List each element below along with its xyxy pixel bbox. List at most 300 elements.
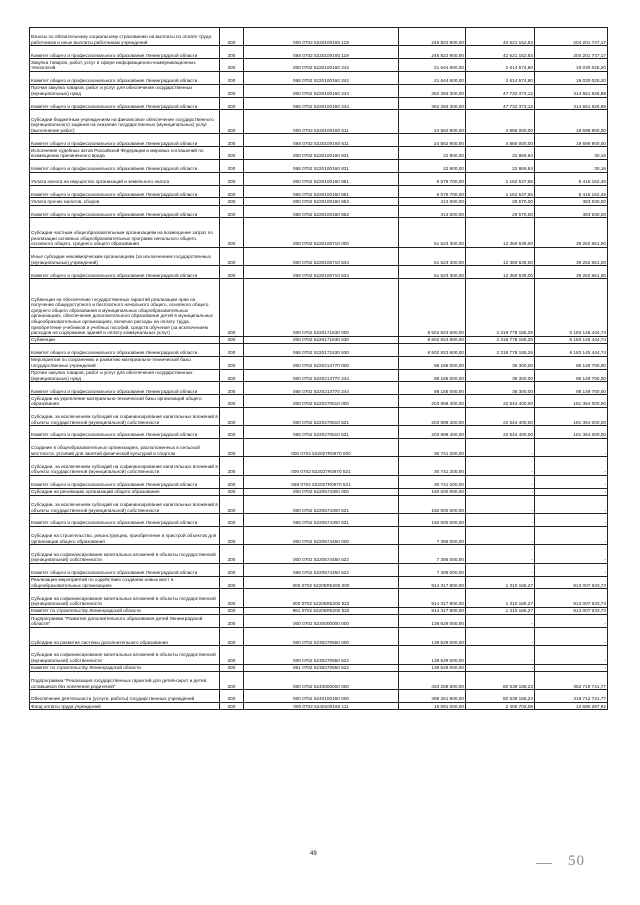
row-name: Уплата прочих налогов, сборов	[30, 198, 220, 205]
table-row	[30, 356, 608, 369]
row-unexecuted: 5 416 162,45	[535, 185, 608, 198]
row-unexecuted: 19 030 025,20	[535, 59, 608, 72]
row-executed: 1 310 166,27	[466, 589, 535, 607]
table-row	[30, 576, 608, 589]
row-approved: 98 186 000,00	[399, 369, 466, 382]
row-name: Подпрограмма "Развитие дополнительного образования детей Ленинградской области"	[30, 614, 220, 627]
row-line-code: 200	[220, 97, 244, 110]
row-name: Комитет общего и профессионального образования Ленинградской области	[30, 97, 220, 110]
row-executed: 42 621 152,83	[466, 46, 535, 59]
row-name: Мероприятия по сохранению и развитию материально-технической базы государственных учреждений	[30, 356, 220, 369]
row-budget-code: 000 0702 5220100160 611	[244, 110, 399, 134]
table-row	[30, 426, 608, 439]
row-line-code: 200	[220, 172, 244, 185]
row-budget-code: 068 0702 5220106710 634	[244, 266, 399, 279]
row-line-code: 200	[220, 71, 244, 84]
row-approved: 21 644 600,00	[399, 71, 466, 84]
row-executed: 22 869,84	[466, 147, 535, 160]
row-executed: 36 300,00	[466, 382, 535, 395]
row-approved: 413 500,00	[399, 205, 466, 218]
row-name: Комитет общего и профессионального образования Ленинградской области	[30, 159, 220, 172]
row-approved: 7 395 000,00	[399, 527, 466, 545]
budget-table	[29, 27, 608, 710]
row-name: Комитет общего и профессионального образования Ленинградской области	[30, 71, 220, 84]
row-name: Субсидии на строительство, реконструкцию, приобретение и пристрой объектов для организации общего образования	[30, 527, 220, 545]
row-unexecuted: -	[535, 646, 608, 664]
row-line-code: 200	[220, 134, 244, 147]
row-approved: 362 284 300,00	[399, 97, 466, 110]
table-body	[30, 28, 608, 710]
row-line-code: 200	[220, 514, 244, 527]
row-unexecuted: 314 551 926,88	[535, 97, 608, 110]
row-executed: 22 869,84	[466, 159, 535, 172]
table-row	[30, 495, 608, 513]
row-budget-code: 000 0702 5220100160 851	[244, 172, 399, 185]
row-name: Комитет общего и профессионального образования Ленинградской области	[30, 266, 220, 279]
row-approved: 362 284 300,00	[399, 84, 466, 97]
row-approved: 21 644 600,00	[399, 59, 466, 72]
row-executed: 12 360 639,00	[466, 247, 535, 265]
row-unexecuted: 98 149 700,00	[535, 382, 608, 395]
row-approved: 203 898 400,00	[399, 395, 466, 408]
row-approved: 203 898 400,00	[399, 426, 466, 439]
row-approved: 6 578 700,00	[399, 172, 466, 185]
row-executed: -	[466, 495, 535, 513]
row-budget-code: 000 0702 5220171530 530	[244, 336, 399, 343]
table-row	[30, 159, 608, 172]
row-budget-code: 000 0702 5220100160 242	[244, 59, 399, 72]
page-stamp: 50	[568, 853, 585, 869]
table-row	[30, 627, 608, 645]
table-row	[30, 185, 608, 198]
row-name: Комитет общего и профессионального образования Ленинградской области	[30, 343, 220, 356]
table-row	[30, 514, 608, 527]
row-line-code: 200	[220, 671, 244, 689]
table-row	[30, 382, 608, 395]
row-executed: 80 539 158,23	[466, 671, 535, 689]
row-approved: 203 898 400,00	[399, 407, 466, 425]
row-name: Субсидии на реновацию организаций общего образования	[30, 488, 220, 495]
row-approved: 30 741 200,00	[399, 457, 466, 475]
row-unexecuted: 6 183 145 444,74	[535, 279, 608, 337]
row-approved: 24 562 900,00	[399, 110, 466, 134]
row-approved: 399 251 900,00	[399, 690, 466, 703]
row-executed: 1 162 537,55	[466, 172, 535, 185]
row-line-code: 200	[220, 205, 244, 218]
table-row	[30, 439, 608, 457]
row-unexecuted: 30,16	[535, 159, 608, 172]
row-name: Комитет общего и профессионального образования Ленинградской области	[30, 426, 220, 439]
row-executed: 12 360 639,00	[466, 218, 535, 248]
row-name: Создание в общеобразовательных организациях, расположенных в сельской местности, условий для занятий физической культурой и спортом	[30, 439, 220, 457]
row-approved: 138 629 000,00	[399, 627, 466, 645]
row-line-code: 200	[220, 475, 244, 488]
row-budget-code: 000 0702 52205R5200 000	[244, 576, 399, 589]
row-unexecuted: 39 262 661,00	[535, 266, 608, 279]
row-approved: 51 623 300,00	[399, 218, 466, 248]
row-unexecuted: -	[535, 457, 608, 475]
row-budget-code: 068 0702 5220100160 119	[244, 46, 399, 59]
row-line-code: 200	[220, 664, 244, 671]
row-approved: 8 502 923 600,00	[399, 336, 466, 343]
row-executed: 36 300,00	[466, 369, 535, 382]
row-line-code: 200	[220, 218, 244, 248]
row-approved: 246 822 900,00	[399, 46, 466, 59]
row-executed: 2 319 778 155,26	[466, 336, 535, 343]
row-name: Комитет общего и профессионального образования Ленинградской области	[30, 134, 220, 147]
row-budget-code: 068 0702 5220270510 521	[244, 426, 399, 439]
row-line-code: 200	[220, 690, 244, 703]
row-executed: -	[466, 664, 535, 671]
row-executed: 12 360 639,00	[466, 266, 535, 279]
row-name: Субсидии на укрепление материально-технической базы организаций общего образования	[30, 395, 220, 408]
row-unexecuted: 19 696 900,00	[535, 134, 608, 147]
row-line-code: 200	[220, 576, 244, 589]
row-executed: 2 614 574,80	[466, 59, 535, 72]
row-executed: -	[466, 545, 535, 563]
row-line-code: 200	[220, 527, 244, 545]
row-name: Субсидии, за исключением субсидий на софинансирование капитальных вложений в объекты государственной (муниципальной) собственности	[30, 407, 220, 425]
row-line-code: 200	[220, 336, 244, 343]
row-approved: 138 629 000,00	[399, 646, 466, 664]
row-unexecuted: 98 149 700,00	[535, 356, 608, 369]
row-unexecuted: 383 930,00	[535, 198, 608, 205]
row-line-code: 200	[220, 343, 244, 356]
row-budget-code: 000 0702 5220100160 831	[244, 147, 399, 160]
row-name: Иные субсидии некоммерческим организациям (за исключением государственных (муниципальных) учреждений)	[30, 247, 220, 265]
report-sheet	[29, 27, 607, 710]
row-unexecuted: -	[535, 545, 608, 563]
table-row	[30, 395, 608, 408]
row-budget-code: 000 0702 5220100160 852	[244, 198, 399, 205]
row-executed: 29 570,00	[466, 205, 535, 218]
row-budget-code: 068 0702 5220100160 242	[244, 71, 399, 84]
row-unexecuted: 204 201 747,17	[535, 46, 608, 59]
row-executed: 29 570,00	[466, 198, 535, 205]
row-unexecuted: 6 183 145 444,74	[535, 343, 608, 356]
table-row	[30, 527, 608, 545]
row-executed: 2 400 702,08	[466, 702, 535, 709]
row-unexecuted: 352 719 741,77	[535, 671, 608, 689]
row-name: Прочая закупка товаров, работ и услуг для обеспечения государственных (муниципальных) нужд	[30, 84, 220, 97]
row-budget-code: 000 0702 5220270510 000	[244, 395, 399, 408]
row-executed: 2 614 574,80	[466, 71, 535, 84]
table-row	[30, 198, 608, 205]
row-budget-code: 000 0702 5230270550 000	[244, 627, 399, 645]
row-line-code: 200	[220, 84, 244, 97]
row-line-code: 200	[220, 46, 244, 59]
row-line-code: 200	[220, 614, 244, 627]
row-budget-code: 068 0702 5220574450 522	[244, 563, 399, 576]
row-unexecuted: 913 007 633,73	[535, 589, 608, 607]
row-approved: 413 500,00	[399, 198, 466, 205]
row-line-code: 200	[220, 279, 244, 337]
table-row	[30, 110, 608, 134]
row-approved: 8 502 923 600,00	[399, 343, 466, 356]
row-unexecuted: 6 183 145 444,74	[535, 336, 608, 343]
row-executed: 42 621 152,83	[466, 28, 535, 46]
row-approved: 30 741 200,00	[399, 475, 466, 488]
row-approved: 22 900,00	[399, 147, 466, 160]
row-unexecuted: 913 007 633,73	[535, 576, 608, 589]
row-executed: 22 544 400,00	[466, 395, 535, 408]
table-row	[30, 336, 608, 343]
row-line-code: 200	[220, 563, 244, 576]
row-approved: 24 562 900,00	[399, 134, 466, 147]
row-line-code: 200	[220, 646, 244, 664]
row-executed: -	[466, 514, 535, 527]
table-row	[30, 589, 608, 607]
row-line-code: 200	[220, 356, 244, 369]
row-unexecuted: 19 696 900,00	[535, 110, 608, 134]
row-executed: 80 539 158,23	[466, 690, 535, 703]
row-line-code: 200	[220, 589, 244, 607]
row-budget-code: 000 0702 5230270550 522	[244, 646, 399, 664]
row-budget-code: 000 0702 5220574450 522	[244, 545, 399, 563]
row-line-code: 200	[220, 382, 244, 395]
row-name: Уплата налога на имущество организаций и земельного налога	[30, 172, 220, 185]
row-line-code: 200	[220, 185, 244, 198]
row-approved: 51 623 300,00	[399, 266, 466, 279]
row-name: Реализация мероприятий по содействию созданию новых мест в общеобразовательных организациях	[30, 576, 220, 589]
row-executed: 4 866 000,00	[466, 134, 535, 147]
row-name: Субсидии, за исключением субсидий на софинансирование капитальных вложений в объекты государственной (муниципальной) собственности	[30, 457, 220, 475]
row-unexecuted: 30,16	[535, 147, 608, 160]
table-row	[30, 343, 608, 356]
table-row	[30, 84, 608, 97]
row-approved: 433 258 900,00	[399, 671, 466, 689]
row-executed: -	[466, 488, 535, 495]
table-row	[30, 690, 608, 703]
row-name: Субвенции на обеспечение государственных гарантий реализации прав на получение общедоступного и бесплатного начального общего, основного общего, среднего общего образования в муниципальных общеобразовательных организациях, обеспечение дополнительного образования детей в муниципальных общеобразовательных организациях, включая расходы на оплату труда, приобретение учебников и учебных пособий, средств обучения (за исключением расходов на содержание зданий и оплату коммунальных услуг)	[30, 279, 220, 337]
row-budget-code: 068 0702 5220100160 831	[244, 159, 399, 172]
row-budget-code: 000 0702 522027R0970 000	[244, 439, 399, 457]
row-budget-code: 981 0702 5230270550 522	[244, 664, 399, 671]
row-budget-code: 068 0702 5220100160 244	[244, 97, 399, 110]
row-executed: 1 310 166,27	[466, 576, 535, 589]
row-budget-code: 000 0702 52205R5200 522	[244, 589, 399, 607]
row-executed: 22 544 400,00	[466, 426, 535, 439]
row-budget-code: 000 0702 5220106710 000	[244, 218, 399, 248]
table-row	[30, 97, 608, 110]
row-unexecuted: 5 416 162,45	[535, 172, 608, 185]
row-line-code: 200	[220, 439, 244, 457]
table-row	[30, 279, 608, 337]
row-executed: -	[466, 527, 535, 545]
row-budget-code: 068 0702 5220574300 521	[244, 514, 399, 527]
row-name: Комитет общего и профессионального образования Ленинградской области	[30, 514, 220, 527]
row-budget-code: 000 0702 522027R0970 521	[244, 457, 399, 475]
row-executed: 2 319 778 155,26	[466, 279, 535, 337]
row-budget-code: 000 0702 5220213770 000	[244, 356, 399, 369]
row-budget-code: 000 0702 5220213770 244	[244, 369, 399, 382]
table-row	[30, 266, 608, 279]
row-line-code: 200	[220, 59, 244, 72]
row-name: Комитет общего и профессионального образования Ленинградской области	[30, 563, 220, 576]
row-budget-code: 068 0702 5220213770 244	[244, 382, 399, 395]
page-number: 49	[310, 851, 317, 857]
row-budget-code: 000 0702 5220574300 000	[244, 488, 399, 495]
row-line-code: 200	[220, 369, 244, 382]
row-name: Обеспечение деятельности (услуги, работы) государственных учреждений	[30, 690, 220, 703]
row-executed: 22 544 400,00	[466, 407, 535, 425]
table-row	[30, 407, 608, 425]
row-executed: 47 732 373,12	[466, 84, 535, 97]
row-approved: 30 741 200,00	[399, 439, 466, 457]
row-approved: 138 629 000,00	[399, 664, 466, 671]
row-budget-code: 981 0702 52205R5200 522	[244, 607, 399, 614]
row-executed: 4 866 000,00	[466, 110, 535, 134]
row-executed: 1 310 166,27	[466, 607, 535, 614]
row-budget-code: 000 0702 5240000000 000	[244, 671, 399, 689]
row-budget-code: 068 0702 522027R0970 521	[244, 475, 399, 488]
row-budget-code: 000 0702 5220574300 521	[244, 495, 399, 513]
row-name: Субсидии на развитие системы дополнительного образования	[30, 627, 220, 645]
row-executed: -	[466, 646, 535, 664]
row-line-code: 200	[220, 607, 244, 614]
row-unexecuted: 19 030 025,20	[535, 71, 608, 84]
row-budget-code: 000 0702 5220574450 000	[244, 527, 399, 545]
row-unexecuted: -	[535, 514, 608, 527]
row-approved: 22 900,00	[399, 159, 466, 172]
table-row	[30, 134, 608, 147]
row-unexecuted: -	[535, 475, 608, 488]
table-row	[30, 147, 608, 160]
row-line-code: 200	[220, 159, 244, 172]
row-executed: -	[466, 475, 535, 488]
row-approved: 246 822 900,00	[399, 28, 466, 46]
row-budget-code: 000 0702 5240100160 111	[244, 702, 399, 709]
row-unexecuted: 12 690 297,92	[535, 702, 608, 709]
row-line-code: 200	[220, 495, 244, 513]
row-executed: -	[466, 457, 535, 475]
row-name: Подпрограмма "Реализация государственных гарантий для детей-сирот и детей, оставшихся без попечения родителей"	[30, 671, 220, 689]
table-row	[30, 664, 608, 671]
row-unexecuted: -	[535, 664, 608, 671]
row-line-code: 200	[220, 395, 244, 408]
row-name: Взносы по обязательному социальному страхованию на выплаты по оплате труда работников и иные выплаты работникам учреждений	[30, 28, 220, 46]
row-budget-code: 000 0702 5220270510 521	[244, 407, 399, 425]
row-line-code: 200	[220, 426, 244, 439]
row-line-code: 200	[220, 627, 244, 645]
row-budget-code: 000 0702 5240100160 000	[244, 690, 399, 703]
row-approved: 7 395 000,00	[399, 563, 466, 576]
table-row	[30, 702, 608, 709]
row-name: Комитет общего и профессионального образования Ленинградской области	[30, 185, 220, 198]
row-unexecuted: -	[535, 439, 608, 457]
row-budget-code: 068 0702 5220100160 851	[244, 185, 399, 198]
row-unexecuted: 913 007 633,73	[535, 607, 608, 614]
row-line-code: 200	[220, 488, 244, 495]
row-executed: 36 300,00	[466, 356, 535, 369]
row-name: Комитет общего и профессионального образования Ленинградской области	[30, 382, 220, 395]
row-unexecuted: 98 149 700,00	[535, 369, 608, 382]
row-approved: 15 091 000,00	[399, 702, 466, 709]
row-unexecuted: 181 354 000,00	[535, 426, 608, 439]
table-row	[30, 369, 608, 382]
row-name: Субсидии на софинансирование капитальных вложений в объекты государственной (муниципальной) собственности	[30, 589, 220, 607]
row-unexecuted: -	[535, 614, 608, 627]
row-line-code: 200	[220, 28, 244, 46]
row-unexecuted: -	[535, 563, 608, 576]
row-unexecuted: 181 354 000,00	[535, 395, 608, 408]
row-budget-code: 000 0702 5220100160 244	[244, 84, 399, 97]
row-approved: 150 000 000,00	[399, 495, 466, 513]
row-executed: 47 732 373,12	[466, 97, 535, 110]
table-row	[30, 563, 608, 576]
table-row	[30, 614, 608, 627]
row-budget-code: 000 0702 5220106710 634	[244, 247, 399, 265]
row-approved: 98 186 000,00	[399, 356, 466, 369]
row-line-code: 200	[220, 545, 244, 563]
row-executed: 2 319 778 155,26	[466, 343, 535, 356]
row-line-code: 200	[220, 247, 244, 265]
table-row	[30, 488, 608, 495]
row-budget-code: 068 0702 5220100160 611	[244, 134, 399, 147]
table-row	[30, 457, 608, 475]
row-name: Субвенции	[30, 336, 220, 343]
row-approved: 7 395 000,00	[399, 545, 466, 563]
row-approved: 8 502 923 600,00	[399, 279, 466, 337]
row-line-code: 200	[220, 407, 244, 425]
table-row	[30, 247, 608, 265]
row-name: Исполнение судебных актов Российской Федерации и мировых соглашений по возмещению причиненного вреда	[30, 147, 220, 160]
row-line-code: 200	[220, 198, 244, 205]
row-name: Субсидии на софинансирование капитальных вложений в объекты государственной (муниципальной) собственности	[30, 545, 220, 563]
row-executed: -	[466, 627, 535, 645]
table-row	[30, 28, 608, 46]
row-unexecuted: 314 551 926,88	[535, 84, 608, 97]
row-line-code: 200	[220, 147, 244, 160]
row-unexecuted: 181 354 000,00	[535, 407, 608, 425]
row-budget-code: 068 0702 5220100160 852	[244, 205, 399, 218]
row-approved: 51 623 300,00	[399, 247, 466, 265]
row-line-code: 200	[220, 266, 244, 279]
row-budget-code: 000 0702 5230000000 000	[244, 614, 399, 627]
row-unexecuted: -	[535, 488, 608, 495]
row-unexecuted: 383 930,00	[535, 205, 608, 218]
row-line-code: 200	[220, 457, 244, 475]
row-approved: 150 000 000,00	[399, 488, 466, 495]
table-row	[30, 46, 608, 59]
row-executed: -	[466, 563, 535, 576]
row-approved: 914 317 800,00	[399, 576, 466, 589]
row-name: Субсидии частным общеобразовательным организациям на возмещение затрат по реализации основных общеобразовательных программ начального общего, основного общего, среднего общего образования	[30, 218, 220, 248]
row-unexecuted: 204 201 747,17	[535, 28, 608, 46]
row-name: Комитет общего и профессионального образования Ленинградской области	[30, 475, 220, 488]
stamp-dash	[536, 863, 552, 864]
row-name: Комитет общего и профессионального образования Ленинградской области	[30, 46, 220, 59]
row-executed: -	[466, 439, 535, 457]
table-row	[30, 671, 608, 689]
table-row	[30, 475, 608, 488]
row-approved: 138 629 000,00	[399, 614, 466, 627]
row-approved: 6 578 700,00	[399, 185, 466, 198]
row-approved: 914 317 800,00	[399, 589, 466, 607]
table-row	[30, 59, 608, 72]
table-row	[30, 218, 608, 248]
table-row	[30, 646, 608, 664]
row-approved: 150 000 000,00	[399, 514, 466, 527]
row-name: Субсидии бюджетным учреждениям на финансовое обеспечение государственного (муниципального) задания на оказание государственных (муниципальных) услуг (выполнение работ)	[30, 110, 220, 134]
row-name: Субсидии на софинансирование капитальных вложений в объекты государственной (муниципальной) собственности	[30, 646, 220, 664]
row-executed: 1 162 537,55	[466, 185, 535, 198]
table-row	[30, 607, 608, 614]
row-approved: 98 186 000,00	[399, 382, 466, 395]
table-row	[30, 205, 608, 218]
table-row	[30, 172, 608, 185]
row-name: Закупка товаров, работ, услуг в сфере информационно-коммуникационных технологий	[30, 59, 220, 72]
